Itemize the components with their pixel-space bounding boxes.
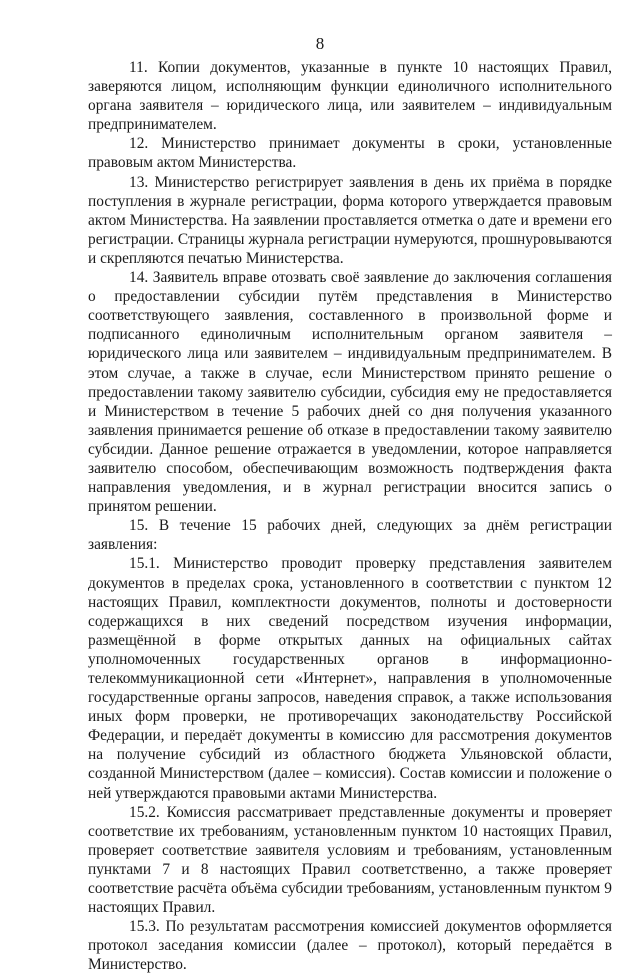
paragraph-15-1: 15.1. Министерство проводит проверку представления заявителем документов в пределах срока, установленного в соответствии с пунктом 12 настоящих Правил, комплектности документов, полноты и достоверности содержащихся в них сведений посредством изучения информации, размещённой в форме открытых данных на официальных сайтах уполномоченных государственных органов в информационно-телекоммуникационной сети «Интернет», направления в уполномоченные государственные органы запросов, наведения справок, а также использования иных форм проверки, не противоречащих законодательству Российской Федерации, и передаёт документы в комиссию для рассмотрения документов на получение субсидий из областного бюджета Ульяновской области, созданной Министерством (далее – комиссия). Состав комиссии и положение о ней утверждаются правовыми актами Министерства. (88, 555, 612, 802)
paragraph-14: 14. Заявитель вправе отозвать своё заявление до заключения соглашения о предоставлении субсидии путём представления в Министерство соответствующего заявления, составленного в произвольной форме и подписанного единоличным исполнительным органом заявителя – юридического лица или заявителем – индивидуальным предпринимателем. В этом случае, а также в случае, если Министерством принято решение о предоставлении такому заявителю субсидии, субсидия ему не предоставляется и Министерством в течение 5 рабочих дней со дня получения указанного заявления принимается решение об отказе в предоставлении такому заявителю субсидии. Данное решение отражается в уведомлении, которое направляется заявителю способом, обеспечивающим возможность подтверждения факта направления уведомления, и в журнал регистрации вносится запись о принятом решении. (88, 269, 612, 516)
paragraph-15-2: 15.2. Комиссия рассматривает представленные документы и проверяет соответствие их требованиям, установленным пунктом 10 настоящих Правил, проверяет соответствие заявителя условиям и требованиям, установленным пунктами 7 и 8 настоящих Правил соответственно, а также проверяет соответствие расчёта объёма субсидии требованиям, установленным пунктом 9 настоящих Правил. (88, 803, 612, 917)
paragraph-11: 11. Копии документов, указанные в пункте 10 настоящих Правил, заверяются лицом, исполняющим функции единоличного исполнительного органа заявителя – юридического лица, или заявителем – индивидуальным предпринимателем. (88, 59, 612, 134)
paragraph-15: 15. В течение 15 рабочих дней, следующих за днём регистрации заявления: (88, 517, 612, 554)
paragraph-13: 13. Министерство регистрирует заявления в день их приёма в порядке поступления в журнале регистрации, форма которого утверждается правовым актом Министерства. На заявлении проставляется отметка о дате и времени его регистрации. Страницы журнала регистрации нумеруются, прошнуровываются и скрепляются печатью Министерства. (88, 173, 612, 267)
page-number: 8 (315, 34, 325, 53)
paragraph-15-3: 15.3. По результатам рассмотрения комиссией документов оформляется протокол заседания комиссии (далее – протокол), который передаётся в Министерство. (88, 918, 612, 974)
paragraph-12: 12. Министерство принимает документы в сроки, установленные правовым актом Министерства. (88, 135, 612, 172)
document-body (88, 58, 612, 975)
